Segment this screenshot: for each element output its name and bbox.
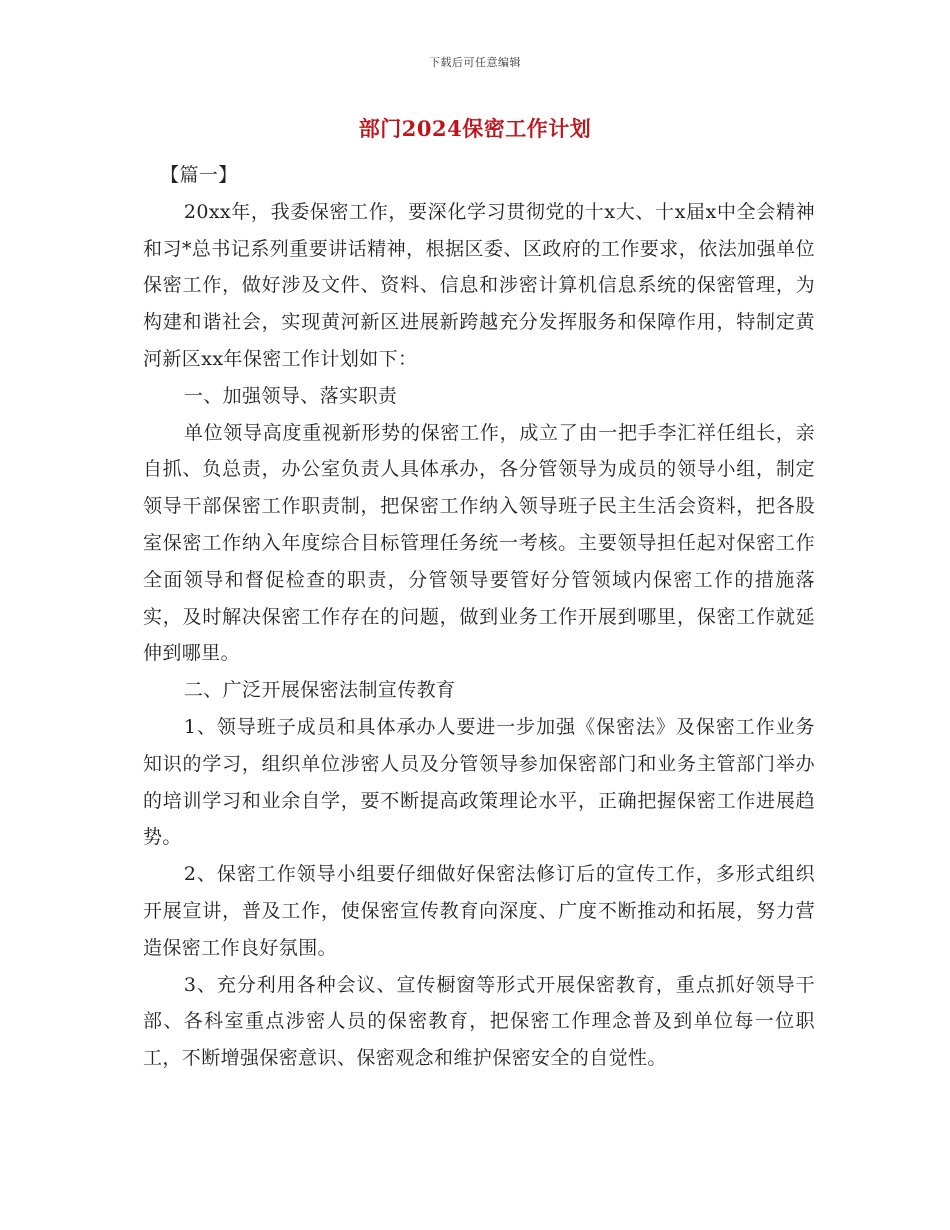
heading-2: 二、广泛开展保密法制宣传教育 <box>183 679 456 702</box>
paragraph-item-2: 2、保密工作领导小组要仔细做好保密法修订后的宣传工作，多形式组织开展宣讲，普及工作，使保密宣传教育向深度、广度不断推动和拓展，努力营造保密工作良好氛围。 <box>143 863 815 959</box>
document-body <box>143 157 815 1077</box>
paragraph-intro: 20xx年，我委保密工作，要深化学习贯彻党的十x大、十x届x中全会精神和习*总书记系列重要讲话精神，根据区委、区政府的工作要求，依法加强单位保密工作，做好涉及文件、资料、信息和涉密计算机信息系统的保密管理，为构建和谐社会，实现黄河新区进展新跨越充分发挥服务和保障作用，特制定黄河新区xx年保密工作计划如下： <box>143 200 815 370</box>
section-label: 【篇一】 <box>160 164 238 186</box>
heading-1: 一、加强领导、落实职责 <box>183 384 398 407</box>
document-title: 部门2024保密工作计划 <box>358 116 592 141</box>
paragraph-item-3: 3、充分利用各种会议、宣传橱窗等形式开展保密教育，重点抓好领导干部、各科室重点涉密人员的保密教育，把保密工作理念普及到单位每一位职工，不断增强保密意识、保密观念和维护保密安全的自觉性。 <box>143 973 815 1070</box>
paragraph-leadership: 单位领导高度重视新形势的保密工作，成立了由一把手李汇祥任组长，亲自抓、负总责，办公室负责人具体承办，各分管领导为成员的领导小组，制定领导干部保密工作职责制，把保密工作纳入领导班子民主生活会资料，把各股室保密工作纳入年度综合目标管理任务统一考核。主要领导担任起对保密工作全面领导和督促检查的职责，分管领导要管好分管领域内保密工作的措施落实，及时解决保密工作存在的问题，做到业务工作开展到哪里，保密工作就延伸到哪里。 <box>143 421 815 665</box>
paragraph-item-1: 1、领导班子成员和具体承办人要进一步加强《保密法》及保密工作业务知识的学习，组织单位涉密人员及分管领导参加保密部门和业务主管部门举办的培训学习和业余自学，要不断提高政策理论水平，正确把握保密工作进展趋势。 <box>143 715 815 849</box>
header-note: 下载后可任意编辑 <box>429 56 521 69</box>
